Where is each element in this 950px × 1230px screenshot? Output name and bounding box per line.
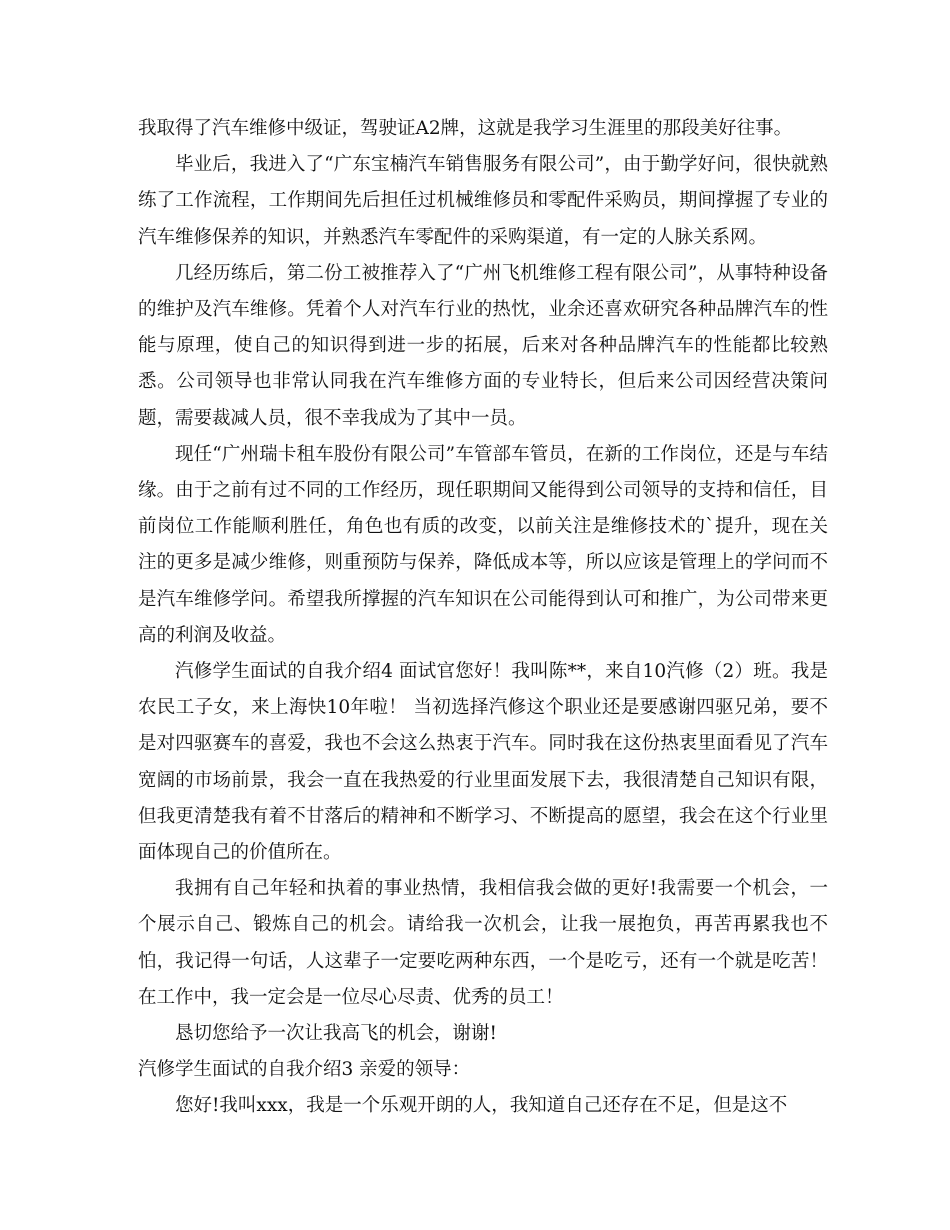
section-heading: 汽修学生面试的自我介绍3 亲爱的领导： bbox=[138, 1059, 471, 1081]
paragraph-3: 几经历练后，第二份工被推荐入了“广州飞机维修工程有限公司”，从事特种设备的维护及汽车维修。凭着个人对汽车行业的热忱，业余还喜欢研究各种品牌汽车的性能与原理，使自己的知识得到进一步的拓展，后来对各种品牌汽车的性能都比较熟悉。公司领导也非常认同我在汽车维修方面的专业特长，但后来公司因经营决策问题，需要裁减人员，很不幸我成为了其中一员。 bbox=[138, 262, 828, 429]
paragraph-1: 我取得了汽车维修中级证，驾驶证A2牌，这就是我学习生涯里的那段美好往事。 bbox=[138, 118, 793, 139]
paragraph-5: 汽修学生面试的自我介绍4 面试官您好！我叫陈**，来自10汽修（2）班。我是农民工子女，来上海快10年啦！ 当初选择汽修这个职业还是要感谢四驱兄弟，要不是对四驱赛车的喜爱，我也不会这么热衷于汽车。同时我在这份热衷里面看见了汽车宽阔的市场前景，我会一直在我热爱的行业里面发展下去，我很清楚自己知识有限，但我更清楚我有着不甘落后的精神和不断学习、不断提高的愿望，我会在这个行业里面体现自己的价值所在。 bbox=[138, 661, 828, 864]
paragraph-2: 毕业后，我进入了“广东宝楠汽车销售服务有限公司”，由于勤学好问，很快就熟练了工作流程，工作期间先后担任过机械维修员和零配件采购员，期间撑握了专业的汽车维修保养的知识，并熟悉汽车零配件的采购渠道，有一定的人脉关系网。 bbox=[138, 154, 828, 248]
paragraph-7: 恳切您给予一次让我高飞的机会，谢谢! bbox=[175, 1023, 497, 1045]
document-body bbox=[138, 111, 828, 1125]
paragraph-4: 现任“广州瑞卡租车股份有限公司”车管部车管员，在新的工作岗位，还是与车结缘。由于之前有过不同的工作经历，现任职期间又能得到公司领导的支持和信任，目前岗位工作能顺利胜任，角色也有质的改变，以前关注是维修技术的`提升，现在关注的更多是减少维修，则重预防与保养，降低成本等，所以应该是管理上的学问而不是汽车维修学问。希望我所撑握的汽车知识在公司能得到认可和推广，为公司带来更高的利润及收益。 bbox=[138, 443, 828, 646]
paragraph-6: 我拥有自己年轻和执着的事业热情，我相信我会做的更好!我需要一个机会，一个展示自己、锻炼自己的机会。请给我一次机会，让我一展抱负，再苦再累我也不怕，我记得一句话，人这辈子一定要吃两种东西，一个是吃亏，还有一个就是吃苦！在工作中，我一定会是一位尽心尽责、优秀的员工！ bbox=[138, 878, 828, 1008]
paragraph-8: 您好!我叫xxx，我是一个乐观开朗的人，我知道自己还存在不足，但是这不 bbox=[175, 1095, 788, 1117]
